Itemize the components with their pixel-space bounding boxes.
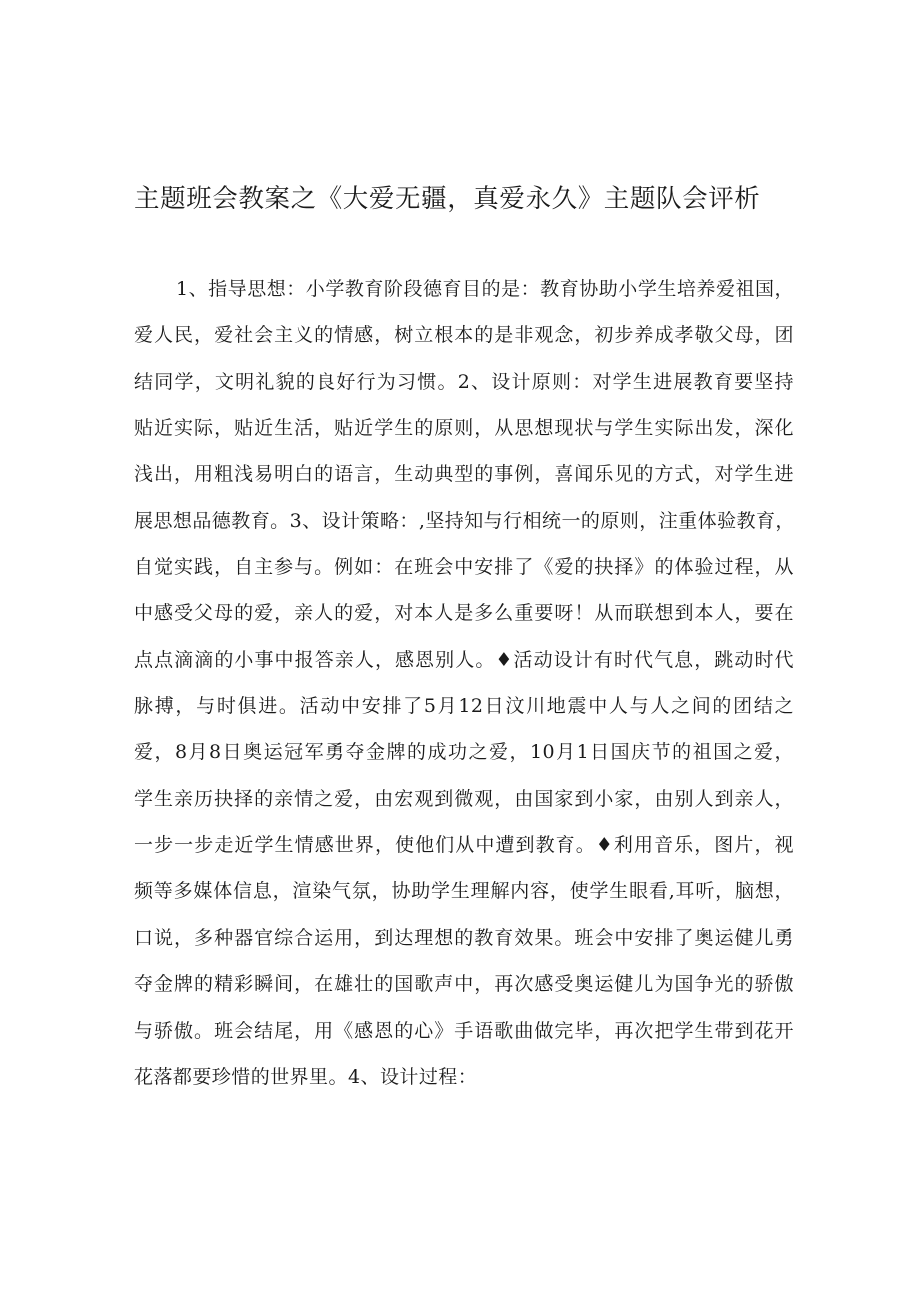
paragraph-line: 中感受父母的爱，亲人的爱，对本人是多么重要呀！从而联想到本人，要在 [134, 602, 794, 625]
paragraph-line: 浅出，用粗浅易明白的语言，生动典型的事例，喜闻乐见的方式，对学生进 [134, 463, 794, 486]
paragraph-line: 1、指导思想：小学教育阶段德育目的是：教育协助小学生培养爱祖国， [176, 278, 794, 300]
paragraph-line: 一步一步走近学生情感世界，使他们从中遭到教育。♦利用音乐，图片，视 [134, 834, 794, 857]
paragraph-line: 贴近实际，贴近生活，贴近学生的原则，从思想现状与学生实际出发，深化 [134, 417, 794, 440]
paragraph-line: 展思想品德教育。3、设计策略：,坚持知与行相统一的原则，注重体验教育， [134, 509, 795, 532]
paragraph-line: 口说，多种器官综合运用，到达理想的教育效果。班会中安排了奥运健儿勇 [134, 926, 794, 949]
paragraph-line: 花落都要珍惜的世界里。4、设计过程： [134, 1065, 478, 1088]
paragraph-line: 结同学，文明礼貌的良好行为习惯。2、设计原则：对学生进展教育要坚持 [134, 370, 794, 393]
document-body [134, 266, 794, 1100]
paragraph-line: 学生亲历抉择的亲情之爱，由宏观到微观，由国家到小家，由别人到亲人， [134, 787, 794, 810]
paragraph-line: 脉搏，与时俱进。活动中安排了5月12日汶川地震中人与人之间的团结之 [134, 695, 794, 718]
paragraph-line: 夺金牌的精彩瞬间，在雄壮的国歌声中，再次感受奥运健儿为国争光的骄傲 [134, 973, 794, 996]
paragraph-line: 点点滴滴的小事中报答亲人，感恩别人。♦活动设计有时代气息，跳动时代 [134, 648, 794, 671]
document-title: 主题班会教案之《大爱无疆，真爱永久》主题队会评析 [134, 184, 761, 214]
paragraph-line: 爱人民，爱社会主义的情感，树立根本的是非观念，初步养成孝敬父母，团 [134, 324, 794, 347]
paragraph-line: 与骄傲。班会结尾，用《感恩的心》手语歌曲做完毕，再次把学生带到花开 [134, 1019, 794, 1042]
paragraph-line: 自觉实践，自主参与。例如：在班会中安排了《爱的抉择》的体验过程，从 [134, 556, 794, 579]
paragraph-line: 爱，8月8日奥运冠军勇夺金牌的成功之爱，10月1日国庆节的祖国之爱， [134, 741, 794, 764]
paragraph-line: 频等多媒体信息，渲染气氛，协助学生理解内容，使学生眼看,耳听，脑想， [134, 880, 794, 903]
